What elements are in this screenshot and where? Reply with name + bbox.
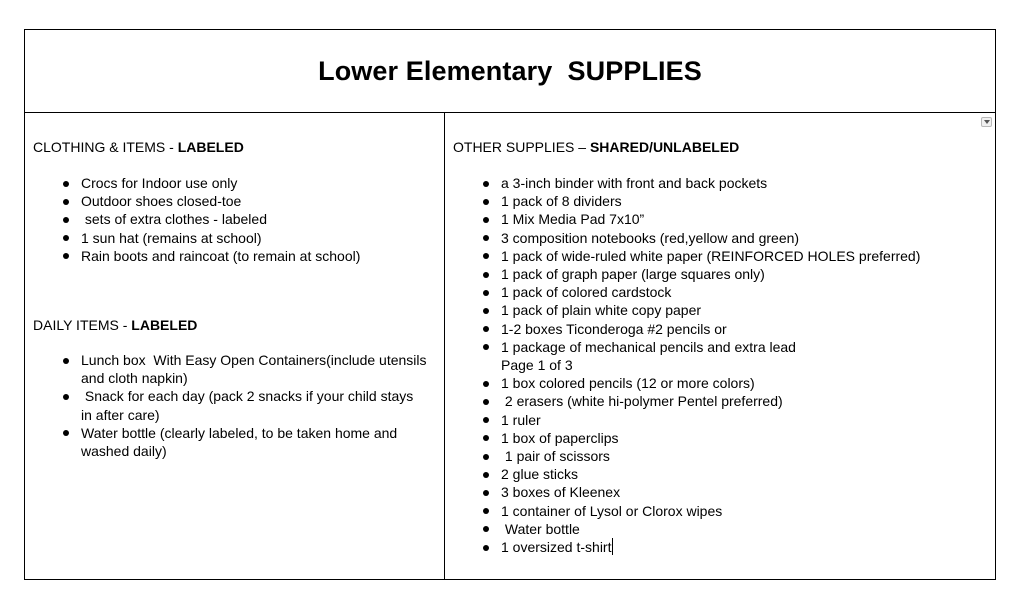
supply-item-text: 1 pack of 8 dividers [501, 193, 622, 210]
supply-item-text: a 3-inch binder with front and back pockets [501, 175, 768, 191]
supply-item-text: 1 container of Lysol or Clorox wipes [501, 502, 723, 519]
bullet-icon [483, 272, 489, 278]
clothing-item-text: Crocs for Indoor use only [81, 175, 238, 191]
supply-item [477, 301, 992, 319]
supply-item [477, 338, 992, 356]
supply-item [477, 210, 992, 228]
bullet-icon [483, 490, 489, 496]
text-cursor [612, 538, 613, 555]
clothing-item [57, 174, 435, 192]
clothing-item-text: Outdoor shoes closed-toe [81, 193, 242, 210]
daily-item-text: Lunch box With Easy Open Containers(include utensils and cloth napkin) [81, 352, 431, 387]
supply-item-text: 2 glue sticks [501, 466, 579, 483]
bullet-icon [63, 430, 69, 436]
supply-item-text: 1 pack of plain white copy paper [501, 302, 702, 319]
supply-item-text: 1 box colored pencils (12 or more colors) [501, 375, 755, 392]
clothing-item-text: sets of extra clothes - labeled [81, 211, 267, 228]
supply-item [477, 374, 992, 392]
supply-item [477, 265, 992, 283]
bullet-icon [63, 394, 69, 400]
daily-item [57, 387, 427, 423]
supply-item-text: 1 pack of wide-ruled white paper (REINFORCED HOLES preferred) [501, 247, 921, 264]
supply-item [477, 411, 992, 429]
supply-item-text: 1 Mix Media Pad 7x10” [501, 211, 645, 228]
supply-item [477, 520, 992, 538]
supply-item-text: 1 package of mechanical pencils and extra lead [501, 338, 796, 355]
supply-item [477, 392, 992, 410]
supply-item [477, 429, 992, 447]
supply-item [477, 283, 992, 301]
clothing-item [57, 229, 435, 247]
daily-heading-prefix: DAILY ITEMS - [33, 317, 132, 333]
daily-item [57, 351, 431, 387]
bullet-icon [483, 381, 489, 387]
bullet-icon [483, 344, 489, 350]
other-heading-prefix: OTHER SUPPLIES – [453, 139, 590, 155]
bullet-icon [483, 308, 489, 314]
supply-item [477, 538, 992, 556]
supply-item [477, 465, 992, 483]
daily-heading [33, 317, 197, 333]
bullet-icon [483, 399, 489, 405]
bullet-icon [483, 253, 489, 259]
other-supplies-list [477, 174, 992, 356]
clothing-heading-bold: LABELED [177, 139, 244, 155]
bullet-icon [63, 235, 69, 241]
supply-item [477, 247, 992, 265]
supply-item-text: 3 boxes of Kleenex [501, 484, 621, 501]
bullet-icon [63, 358, 69, 364]
supply-item-text: 1-2 boxes Ticonderoga #2 pencils or [501, 320, 727, 337]
bullet-icon [63, 181, 69, 187]
supply-item-text: 1 oversized t-shirt [501, 539, 612, 556]
supplies-table [24, 29, 996, 580]
chevron-down-icon [984, 120, 990, 124]
bullet-icon [63, 217, 69, 223]
bullet-icon [483, 472, 489, 478]
supply-item-text: 2 erasers (white hi-polymer Pentel preferred) [501, 393, 783, 410]
supply-item-text: 3 composition notebooks (red,yellow and green) [501, 229, 800, 246]
clothing-item-text: Rain boots and raincoat (to remain at school) [81, 247, 361, 264]
bullet-icon [483, 545, 489, 551]
daily-item-text: Snack for each day (pack 2 snacks if your child stays in after care) [81, 388, 418, 423]
clothing-item [57, 247, 435, 265]
left-column [25, 113, 445, 579]
supply-item-text: 1 pair of scissors [501, 448, 610, 465]
supply-item-text: Water bottle [501, 520, 580, 537]
bullet-icon [63, 199, 69, 205]
clothing-item [57, 210, 435, 228]
clothing-heading-prefix: CLOTHING & ITEMS - [33, 139, 178, 155]
cell-dropdown-button[interactable] [981, 117, 992, 127]
daily-list [57, 351, 431, 460]
supply-item [477, 502, 992, 520]
page-marker: Page 1 of 3 [501, 357, 573, 374]
bullet-icon [483, 526, 489, 532]
supply-item [477, 174, 992, 192]
supply-item [477, 320, 992, 338]
other-supplies-heading [453, 139, 739, 155]
bullet-icon [483, 181, 489, 187]
clothing-list [57, 174, 435, 265]
right-column [445, 113, 995, 579]
document-title: Lower Elementary SUPPLIES [318, 55, 702, 86]
supply-item-text: 1 pack of graph paper (large squares only) [501, 266, 765, 283]
bullet-icon [483, 417, 489, 423]
bullet-icon [483, 199, 489, 205]
bullet-icon [483, 326, 489, 332]
clothing-item [57, 192, 435, 210]
other-supplies-block [477, 174, 992, 556]
supply-item [477, 229, 992, 247]
supply-item [477, 483, 992, 501]
supply-item-text: 1 ruler [501, 411, 541, 428]
supply-item [477, 447, 992, 465]
clothing-item-text: 1 sun hat (remains at school) [81, 229, 262, 246]
bullet-icon [483, 235, 489, 241]
daily-item-text: Water bottle (clearly labeled, to be taken home and washed daily) [81, 424, 402, 460]
supply-item [477, 192, 992, 210]
title-cell [25, 30, 995, 113]
bullet-icon [63, 253, 69, 259]
other-supplies-list-continued [477, 374, 992, 556]
bullet-icon [483, 454, 489, 460]
supply-item-text: 1 box of paperclips [501, 429, 619, 446]
bullet-icon [483, 217, 489, 223]
bullet-icon [483, 508, 489, 514]
clothing-heading [33, 139, 244, 155]
daily-heading-bold: LABELED [131, 317, 198, 333]
daily-item [57, 424, 427, 460]
bullet-icon [483, 435, 489, 441]
other-heading-bold: SHARED/UNLABELED [589, 139, 740, 155]
bullet-icon [483, 290, 489, 296]
supply-item-text: 1 pack of colored cardstock [501, 284, 672, 301]
